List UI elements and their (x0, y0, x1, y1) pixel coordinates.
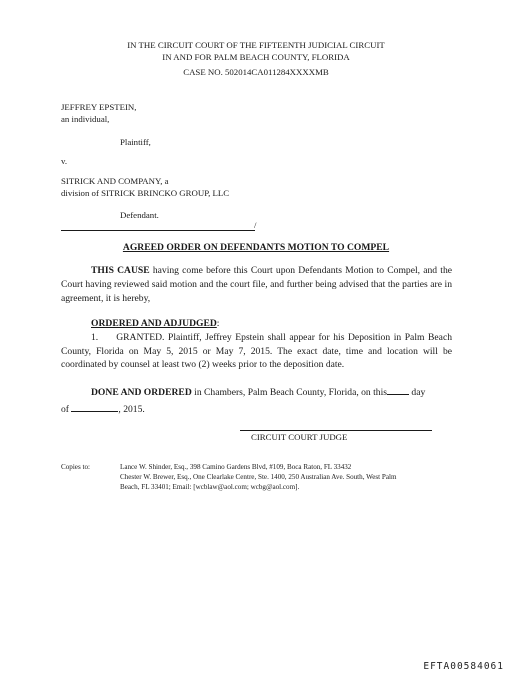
plaintiff-role: Plaintiff, (120, 137, 151, 147)
done-ordered-lead: DONE AND ORDERED (91, 387, 192, 398)
judge-signature-line (240, 430, 432, 431)
ordered-heading-colon: : (216, 318, 220, 329)
copy-recipient-1: Lance W. Shinder, Esq., 398 Camino Gardens Blvd, #109, Boca Raton, FL 33432 (120, 463, 352, 471)
defendant-role: Defendant. (120, 210, 159, 220)
copy-recipient-2: Chester W. Brewer, Esq., One Clearlake Centre, Ste. 1400, 250 Australian Ave. South, West Palm (120, 473, 397, 481)
ordered-heading-text: ORDERED AND ADJUDGED (91, 318, 217, 329)
month-line (61, 402, 145, 415)
recital-text: having come before this Court upon Defendants Motion to Compel, and the Court having reviewed said motion and the court file, and further being advised that the parties are in agreement, it is hereby, (61, 265, 452, 305)
day-word: day (411, 387, 426, 398)
court-name-line1: IN THE CIRCUIT COURT OF THE FIFTEENTH JUDICIAL CIRCUIT (127, 40, 385, 50)
case-number: CASE NO. 502014CA011284XXXXMB (183, 67, 329, 77)
plaintiff-description: an individual, (61, 114, 110, 124)
order-title (0, 242, 512, 253)
order-title-text: AGREED ORDER ON DEFENDANTS MOTION TO COMPEL (122, 242, 390, 253)
ordered-item-text: GRANTED. Plaintiff, Jeffrey Epstein shall appear for his Deposition in Palm Beach County, Florida on May 5, 2015 or May 7, 2015. The exact date, time and location will be coordinated by counsel at least two (2) weeks prior to the deposition date. (61, 332, 452, 371)
copies-label: Copies to: (61, 463, 90, 471)
defendant-description: division of SITRICK BRINCKO GROUP, LLC (61, 188, 230, 198)
recital-paragraph (61, 264, 452, 307)
done-ordered-line (91, 385, 425, 398)
versus-label: v. (61, 156, 68, 166)
bates-number: EFTA00584061 (423, 661, 504, 672)
ordered-item-1 (61, 331, 452, 372)
done-ordered-text: in Chambers, Palm Beach County, Florida, on this (191, 387, 387, 398)
day-blank (387, 385, 409, 395)
ordered-item-number: 1. (91, 332, 99, 343)
judge-signature-label: CIRCUIT COURT JUDGE (251, 432, 348, 442)
year-text: , 2015. (118, 404, 145, 415)
month-blank (71, 402, 118, 412)
ordered-heading (91, 318, 219, 329)
copy-recipient-2-cont: Beach, FL 33401; Email: [wcblaw@aol.com; wcbg@aol.com]. (120, 483, 300, 491)
court-name-line2: IN AND FOR PALM BEACH COUNTY, FLORIDA (162, 52, 350, 62)
plaintiff-name: JEFFREY EPSTEIN, (61, 102, 137, 112)
of-word: of (61, 404, 69, 415)
caption-slash: / (254, 220, 257, 230)
caption-rule (61, 230, 255, 231)
recital-lead: THIS CAUSE (91, 265, 150, 276)
defendant-name: SITRICK AND COMPANY, a (61, 176, 169, 186)
